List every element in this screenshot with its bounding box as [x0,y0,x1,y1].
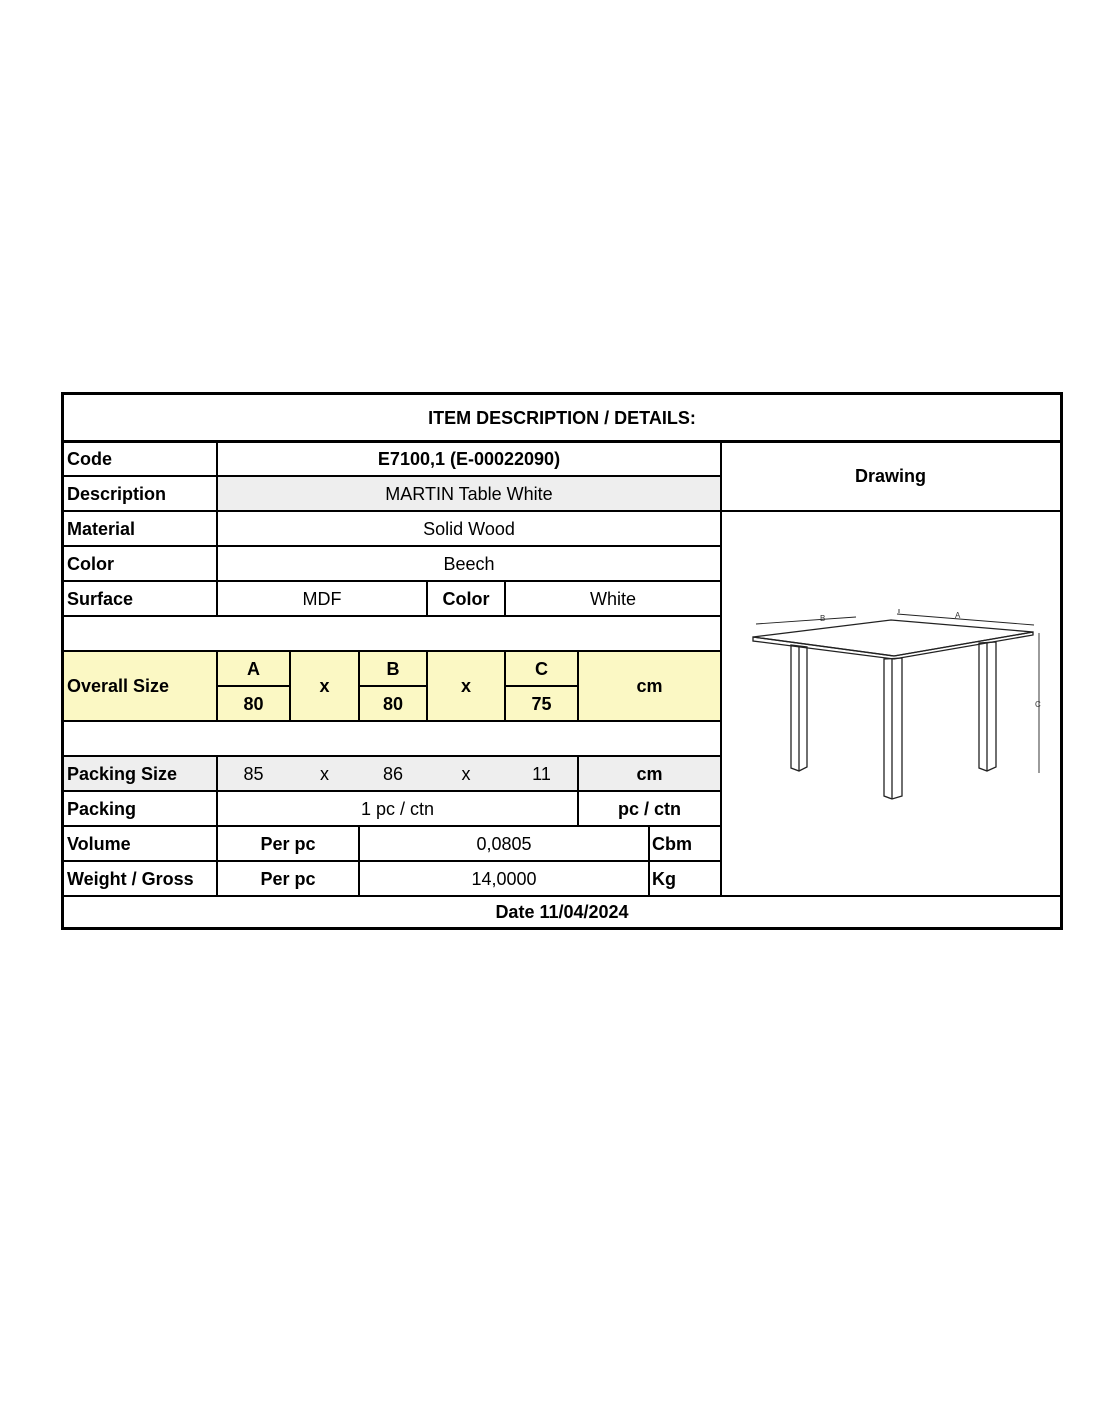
grid-line [577,756,579,826]
weight-value: 14,0000 [471,868,537,889]
packing-label: Packing [67,798,137,819]
grid-line [64,440,1060,443]
grid-line [216,651,218,721]
grid-line [64,650,721,652]
overall-size-label: Overall Size [67,676,170,696]
packing-unit: pc / ctn [617,798,681,819]
overall-size-c-label: C [535,658,548,679]
grid-line [64,615,721,617]
surface-label: Surface [67,588,134,609]
code-value: E7100,1 (E-00022090) [377,448,561,469]
overall-size-x-1: x [319,676,330,696]
grid-line [504,581,506,616]
packing-size-b: 86 [382,763,404,784]
grid-line [504,651,506,721]
surface-color-label: Color [442,588,490,609]
description-value: MARTIN Table White [385,483,553,504]
surface-color-value: White [589,588,636,609]
grid-line [64,825,721,827]
volume-label: Volume [67,833,131,854]
volume-per: Per pc [260,833,316,854]
grid-line [648,826,650,896]
overall-size-b-label: B [386,658,400,679]
packing-size-x-1: x [320,763,329,784]
drawing-label: Drawing [854,466,926,486]
overall-size-x-2: x [460,676,471,696]
grid-line [359,685,427,687]
surface-value: MDF [302,588,342,609]
volume-value: 0,0805 [476,833,532,854]
grid-line [426,651,428,721]
color-label: Color [67,553,114,574]
overall-size-a-value: 80 [243,693,264,714]
grid-line [426,581,428,616]
packing-size-c: 11 [532,763,551,784]
weight-unit: Kg [652,868,676,889]
drawing-dim-a: A [955,611,961,620]
color-value: Beech [443,553,495,574]
grid-line [64,475,721,477]
sheet-title: ITEM DESCRIPTION / DETAILS: [428,408,696,428]
overall-size-c-value: 75 [531,693,552,714]
grid-line [505,685,578,687]
packing-size-label: Packing Size [67,763,178,784]
description-label: Description [67,483,167,504]
packing-size-x-2: x [461,763,471,784]
item-details-sheet [61,392,1063,930]
grid-line [217,685,290,687]
volume-unit: Cbm [652,833,692,854]
grid-line [64,755,721,757]
grid-line [64,580,721,582]
material-value: Solid Wood [423,518,515,539]
overall-size-a-label: A [247,658,260,679]
grid-line [64,720,721,722]
grid-line [216,441,218,616]
date-footer: Date 11/04/2024 [495,901,629,922]
grid-line [358,826,360,896]
code-label: Code [67,448,112,469]
grid-line [289,651,291,721]
packing-size-a: 85 [243,763,264,784]
overall-size-unit: cm [636,676,663,696]
table-drawing [721,511,1060,896]
grid-line [216,756,218,896]
packing-size-unit: cm [636,763,663,784]
grid-line [358,651,360,721]
grid-line [577,651,579,721]
material-label: Material [67,518,136,539]
weight-per: Per pc [260,868,316,889]
drawing-dim-b: B [820,614,826,623]
grid-line [64,790,721,792]
grid-line [64,860,721,862]
weight-label: Weight / Gross [67,868,194,889]
overall-size-b-value: 80 [382,693,404,714]
drawing-dim-c: C [1035,700,1041,709]
grid-line [64,545,721,547]
packing-value: 1 pc / ctn [360,798,435,819]
